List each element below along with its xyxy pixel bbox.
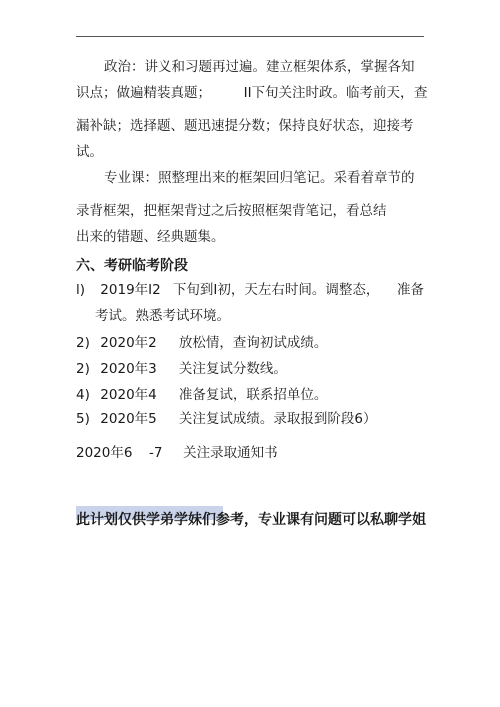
final-date: 2020年6 [76, 445, 133, 461]
item-text: 放松情，查询初试成绩。 [178, 335, 328, 351]
section-heading: 六、考研临考阶段 [76, 258, 188, 274]
final-dash: -7 [149, 445, 163, 461]
item-text: 关注复试分数线。 [178, 361, 287, 377]
final-schedule-line [76, 444, 278, 462]
list-item [76, 360, 287, 378]
item-text: 下旬到I初，天左右时间。调整态， [172, 282, 380, 298]
item-number: 2) [76, 335, 90, 351]
item-date: 2020年4 [100, 387, 157, 403]
item-number: l) [76, 282, 86, 298]
politics-line-3: 漏补缺；选择题、题迅速提分数；保持良好状态，迎接考 [76, 118, 414, 134]
list-item [76, 410, 376, 428]
item-number: 4) [76, 387, 90, 403]
footer-note: 此计划仅供学弟学妹们参考，专业课有问题可以私聊学姐 [76, 512, 426, 528]
item-text: 准备复试，联系招单位。 [178, 387, 328, 403]
politics-line-1: 政治：讲义和习题再过遍。建立框架体系，掌握各知 [104, 59, 415, 75]
list-item [76, 281, 379, 299]
major-line-2: 录背框架，把框架背过之后按照框架背笔记，看总结 [76, 203, 387, 219]
item-text: 关注复试成绩。录取报到阶段6） [178, 411, 377, 427]
politics-line-4: 试。 [76, 144, 103, 160]
item-date: 2020年5 [100, 411, 157, 427]
politics-line-2-part-a: 识点；做遍精装真题； [76, 85, 211, 101]
politics-line-2 [76, 84, 414, 102]
item-number: 2) [76, 361, 90, 377]
list-item [76, 386, 327, 404]
item-text-continued: 考试。熟悉考试环境。 [95, 308, 230, 324]
major-line-3: 出来的错题、经典题集。 [76, 229, 225, 245]
item-number: 5) [76, 411, 90, 427]
item-date: 2020年2 [100, 335, 157, 351]
politics-line-2-part-b: II下旬关注时政。临考前天， [243, 85, 414, 101]
item-text-tail: 准备 [397, 282, 424, 298]
item-date: 2020年3 [100, 361, 157, 377]
header-rule [76, 36, 424, 37]
politics-line-2-part-c: 查 [414, 85, 428, 101]
item-date: 2019年I2 [100, 282, 161, 298]
major-line-1: 专业课：照整理出来的框架回归笔记。采看着章节的 [104, 170, 415, 186]
list-item [76, 334, 327, 352]
final-text: 关注录取通知书 [183, 445, 278, 461]
